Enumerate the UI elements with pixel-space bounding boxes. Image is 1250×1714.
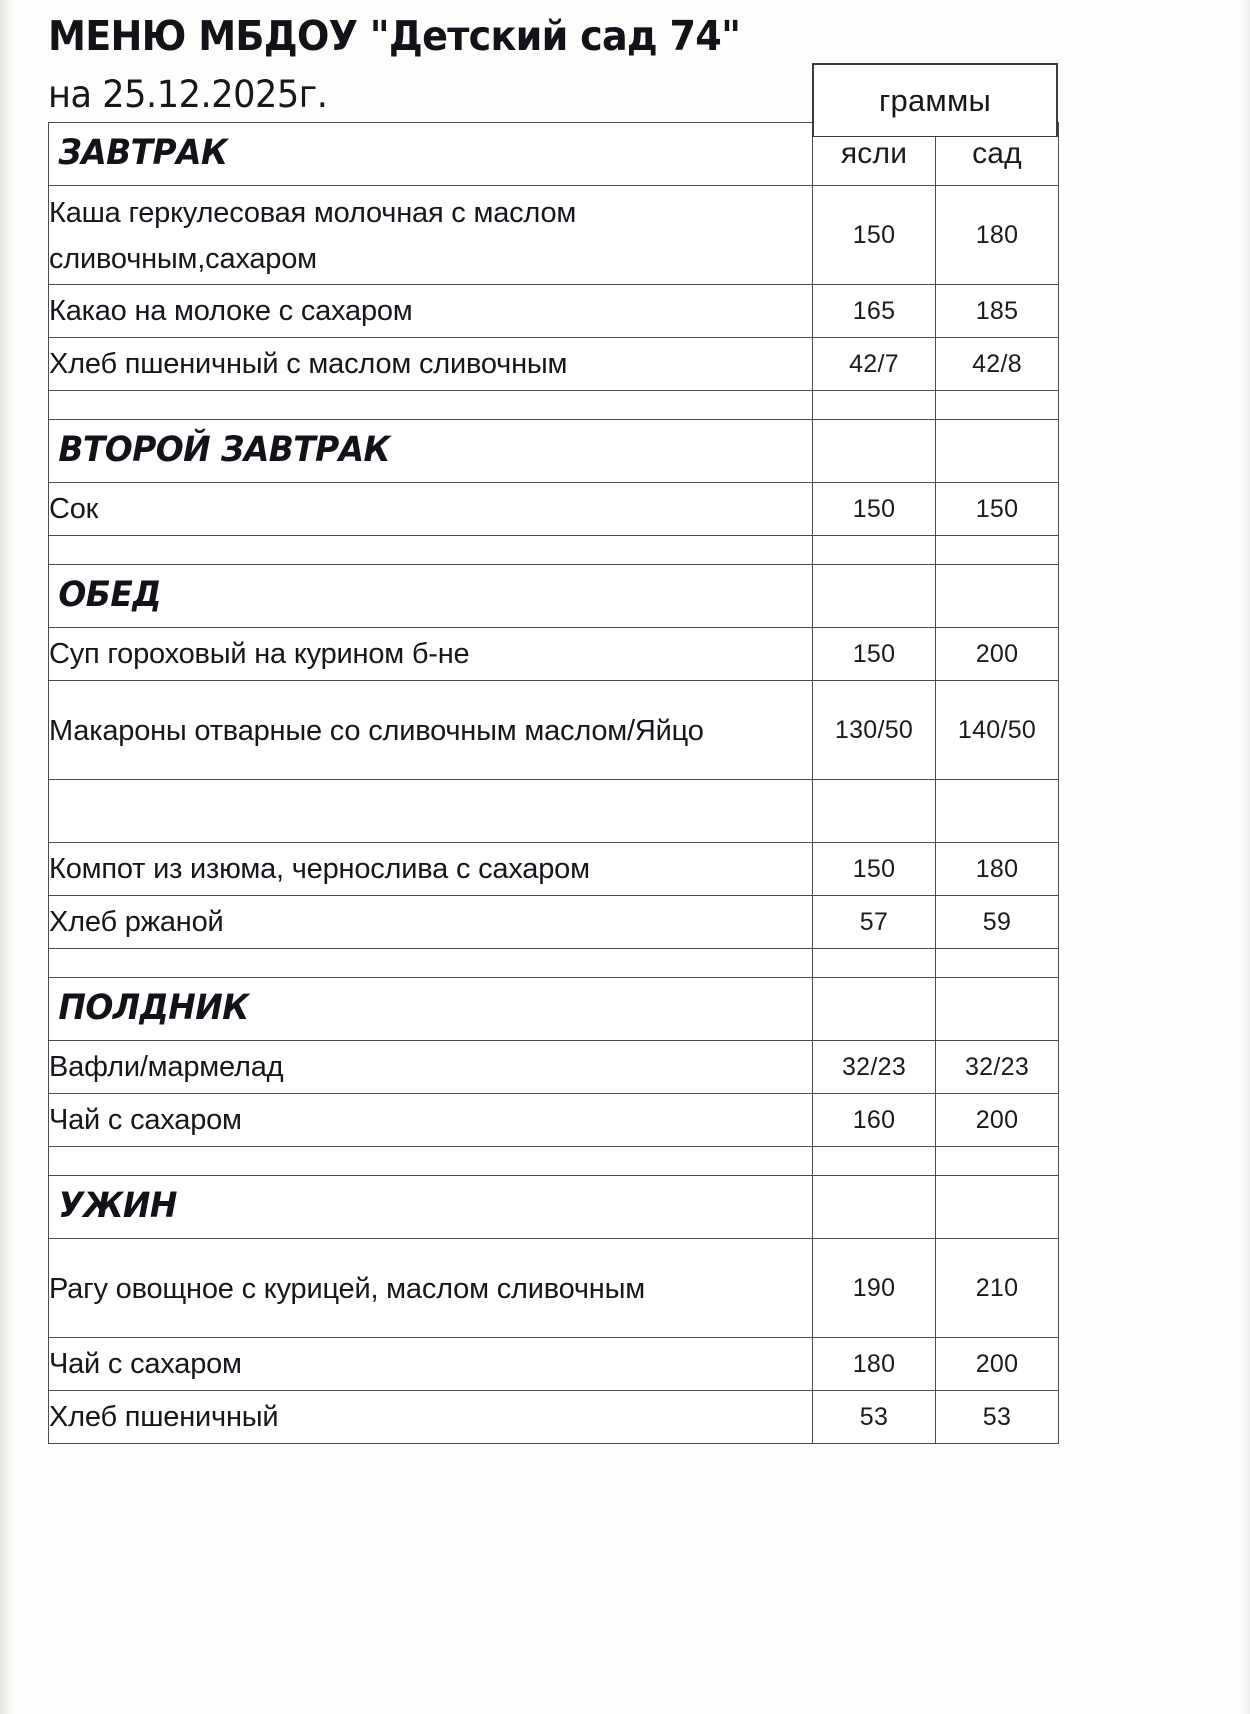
- dish-name-cell-text: Компот из изюма, чернослива с сахаром: [49, 853, 590, 885]
- dish-name-cell: [49, 896, 813, 949]
- dish-name-cell: [49, 681, 813, 780]
- section-heading-row: [49, 420, 1059, 483]
- spacer-name-cell: [49, 536, 813, 565]
- dish-portion-sad: [936, 1239, 1059, 1338]
- dish-portion-yasli: [813, 483, 936, 536]
- title-area: [48, 8, 1058, 122]
- section-heading-row: [49, 565, 1059, 628]
- table-row: [49, 1041, 1059, 1094]
- spacer-name-cell: [49, 391, 813, 420]
- dish-name-cell: [49, 1094, 813, 1147]
- dish-portion-yasli-text: 150: [852, 221, 896, 249]
- grams-group-header: [812, 63, 1058, 137]
- dish-portion-yasli-text: 150: [852, 495, 896, 523]
- column-header-yasli-text: ясли: [840, 137, 908, 170]
- table-row: [49, 1239, 1059, 1338]
- table-row: [49, 843, 1059, 896]
- dish-portion-sad: [936, 483, 1059, 536]
- dish-portion-yasli-text: 160: [852, 1106, 896, 1134]
- spacer-yasli-cell: [813, 536, 936, 565]
- table-row: [49, 338, 1059, 391]
- section-heading-4: [49, 978, 813, 1041]
- section-heading-label: ВТОРОЙ ЗАВТРАК: [58, 430, 390, 470]
- dish-portion-yasli-text: 130/50: [834, 716, 914, 744]
- dish-name-cell: [49, 285, 813, 338]
- dish-portion-yasli: [813, 628, 936, 681]
- table-row: [49, 285, 1059, 338]
- table-row: [49, 628, 1059, 681]
- spacer-yasli-cell: [813, 1147, 936, 1176]
- spacer-name-cell: [49, 949, 813, 978]
- spacer-sad-cell: [936, 536, 1059, 565]
- dish-portion-sad: [936, 1094, 1059, 1147]
- dish-portion-yasli: [813, 896, 936, 949]
- column-header-sad-text: сад: [972, 137, 1022, 170]
- dish-portion-sad: [936, 1041, 1059, 1094]
- dish-portion-sad-text: 42/8: [972, 350, 1022, 378]
- dish-portion-sad: [936, 338, 1059, 391]
- dish-name-cell: [49, 483, 813, 536]
- dish-name-cell-text: Суп гороховый на курином б-не: [49, 638, 470, 670]
- dish-portion-yasli-text: 57: [859, 908, 889, 936]
- section-heading-3: [49, 565, 813, 628]
- table-spacer-row: [49, 536, 1059, 565]
- dish-portion-sad-text: 200: [975, 1350, 1019, 1378]
- dish-portion-sad-text: 200: [975, 640, 1019, 668]
- dish-portion-sad: [936, 1391, 1059, 1444]
- table-row: [49, 483, 1059, 536]
- section-heading-label: ПОЛДНИК: [58, 988, 249, 1028]
- spacer-sad-cell: [936, 391, 1059, 420]
- dish-portion-yasli-text: 180: [852, 1350, 896, 1378]
- dish-name-cell-text: Сок: [49, 493, 99, 525]
- dish-portion-yasli: [813, 285, 936, 338]
- dish-portion-sad-text: 200: [975, 1106, 1019, 1134]
- grams-group-header-label: граммы: [879, 82, 991, 118]
- dish-portion-sad-text: 180: [975, 855, 1019, 883]
- table-row: [49, 896, 1059, 949]
- table-row: [49, 186, 1059, 285]
- table-row: [49, 1391, 1059, 1444]
- gap-sad-cell: [936, 780, 1059, 843]
- dish-portion-yasli: [813, 1094, 936, 1147]
- gap-name-cell: [49, 780, 813, 843]
- page-title: МЕНЮ МБДОУ "Детский сад 74": [48, 12, 741, 60]
- dish-portion-sad-text: 59: [982, 908, 1012, 936]
- dish-portion-sad: [936, 285, 1059, 338]
- dish-name-cell: [49, 1338, 813, 1391]
- dish-name-cell: [49, 186, 813, 285]
- dish-portion-yasli: [813, 186, 936, 285]
- dish-portion-sad: [936, 186, 1059, 285]
- dish-portion-yasli-text: 42/7: [849, 350, 899, 378]
- dish-portion-sad: [936, 628, 1059, 681]
- dish-name-cell: [49, 338, 813, 391]
- section-sad-cell: [936, 978, 1059, 1041]
- spacer-name-cell: [49, 1147, 813, 1176]
- dish-portion-sad-text: 140/50: [957, 716, 1037, 744]
- dish-portion-yasli: [813, 843, 936, 896]
- section-yasli-cell: [813, 565, 936, 628]
- dish-name-cell-text: Какао на молоке с сахаром: [49, 295, 413, 327]
- dish-portion-sad-text: 180: [975, 221, 1019, 249]
- scan-left-edge: [0, 0, 14, 1714]
- section-sad-cell: [936, 420, 1059, 483]
- gap-yasli-cell: [813, 780, 936, 843]
- dish-portion-yasli-text: 165: [852, 297, 896, 325]
- dish-name-cell: [49, 1391, 813, 1444]
- menu-date: на 25.12.2025г.: [48, 73, 328, 116]
- dish-name-cell-text: Каша геркулесовая молочная с маслом сливочным,сахаром: [49, 197, 577, 275]
- dish-portion-sad-text: 185: [975, 297, 1019, 325]
- section-yasli-cell: [813, 420, 936, 483]
- dish-portion-yasli-text: 150: [852, 640, 896, 668]
- dish-portion-sad-text: 150: [975, 495, 1019, 523]
- dish-portion-yasli-text: 190: [852, 1274, 896, 1302]
- dish-portion-sad: [936, 1338, 1059, 1391]
- dish-name-cell-text: Вафли/мармелад: [49, 1051, 284, 1083]
- section-heading-5: [49, 1176, 813, 1239]
- table-spacer-row: [49, 949, 1059, 978]
- dish-portion-yasli-text: 150: [852, 855, 896, 883]
- section-heading-label: ОБЕД: [58, 575, 161, 615]
- lunch-inner-gap-row: [49, 780, 1059, 843]
- dish-portion-yasli-text: 53: [859, 1403, 889, 1431]
- dish-portion-yasli: [813, 1391, 936, 1444]
- spacer-sad-cell: [936, 1147, 1059, 1176]
- menu-table: [48, 122, 1059, 1444]
- dish-portion-sad: [936, 896, 1059, 949]
- dish-name-cell: [49, 628, 813, 681]
- section-heading-1: [49, 123, 813, 186]
- dish-name-cell: [49, 1239, 813, 1338]
- dish-name-cell-text: Хлеб пшеничный с маслом сливочным: [49, 348, 568, 380]
- table-spacer-row: [49, 1147, 1059, 1176]
- section-yasli-cell: [813, 1176, 936, 1239]
- section-heading-label: УЖИН: [58, 1186, 177, 1226]
- dish-portion-sad: [936, 843, 1059, 896]
- dish-portion-sad-text: 32/23: [964, 1053, 1030, 1081]
- table-row: [49, 681, 1059, 780]
- section-heading-row: [49, 1176, 1059, 1239]
- dish-name-cell-text: Хлеб ржаной: [49, 906, 224, 938]
- section-sad-cell: [936, 1176, 1059, 1239]
- table-row: [49, 1094, 1059, 1147]
- section-heading-2: [49, 420, 813, 483]
- scan-right-edge: [1240, 0, 1250, 1714]
- dish-name-cell-text: Макароны отварные со сливочным маслом/Яйцо: [49, 715, 704, 747]
- dish-portion-yasli: [813, 1338, 936, 1391]
- spacer-sad-cell: [936, 949, 1059, 978]
- dish-portion-sad-text: 53: [982, 1403, 1012, 1431]
- spacer-yasli-cell: [813, 391, 936, 420]
- table-spacer-row: [49, 391, 1059, 420]
- dish-name-cell: [49, 1041, 813, 1094]
- section-heading-row: [49, 978, 1059, 1041]
- section-sad-cell: [936, 565, 1059, 628]
- dish-name-cell-text: Чай с сахаром: [49, 1104, 242, 1136]
- menu-sheet: [48, 8, 1058, 1444]
- spacer-yasli-cell: [813, 949, 936, 978]
- section-yasli-cell: [813, 978, 936, 1041]
- dish-name-cell: [49, 843, 813, 896]
- dish-portion-sad: [936, 681, 1059, 780]
- dish-portion-yasli: [813, 1041, 936, 1094]
- dish-portion-yasli: [813, 338, 936, 391]
- dish-name-cell-text: Хлеб пшеничный: [49, 1401, 279, 1433]
- dish-portion-yasli-text: 32/23: [841, 1053, 907, 1081]
- dish-portion-yasli: [813, 681, 936, 780]
- section-heading-label: ЗАВТРАК: [58, 133, 228, 173]
- dish-name-cell-text: Рагу овощное с курицей, маслом сливочным: [49, 1273, 646, 1305]
- table-row: [49, 1338, 1059, 1391]
- dish-portion-yasli: [813, 1239, 936, 1338]
- dish-name-cell-text: Чай с сахаром: [49, 1348, 242, 1380]
- dish-portion-sad-text: 210: [975, 1274, 1019, 1302]
